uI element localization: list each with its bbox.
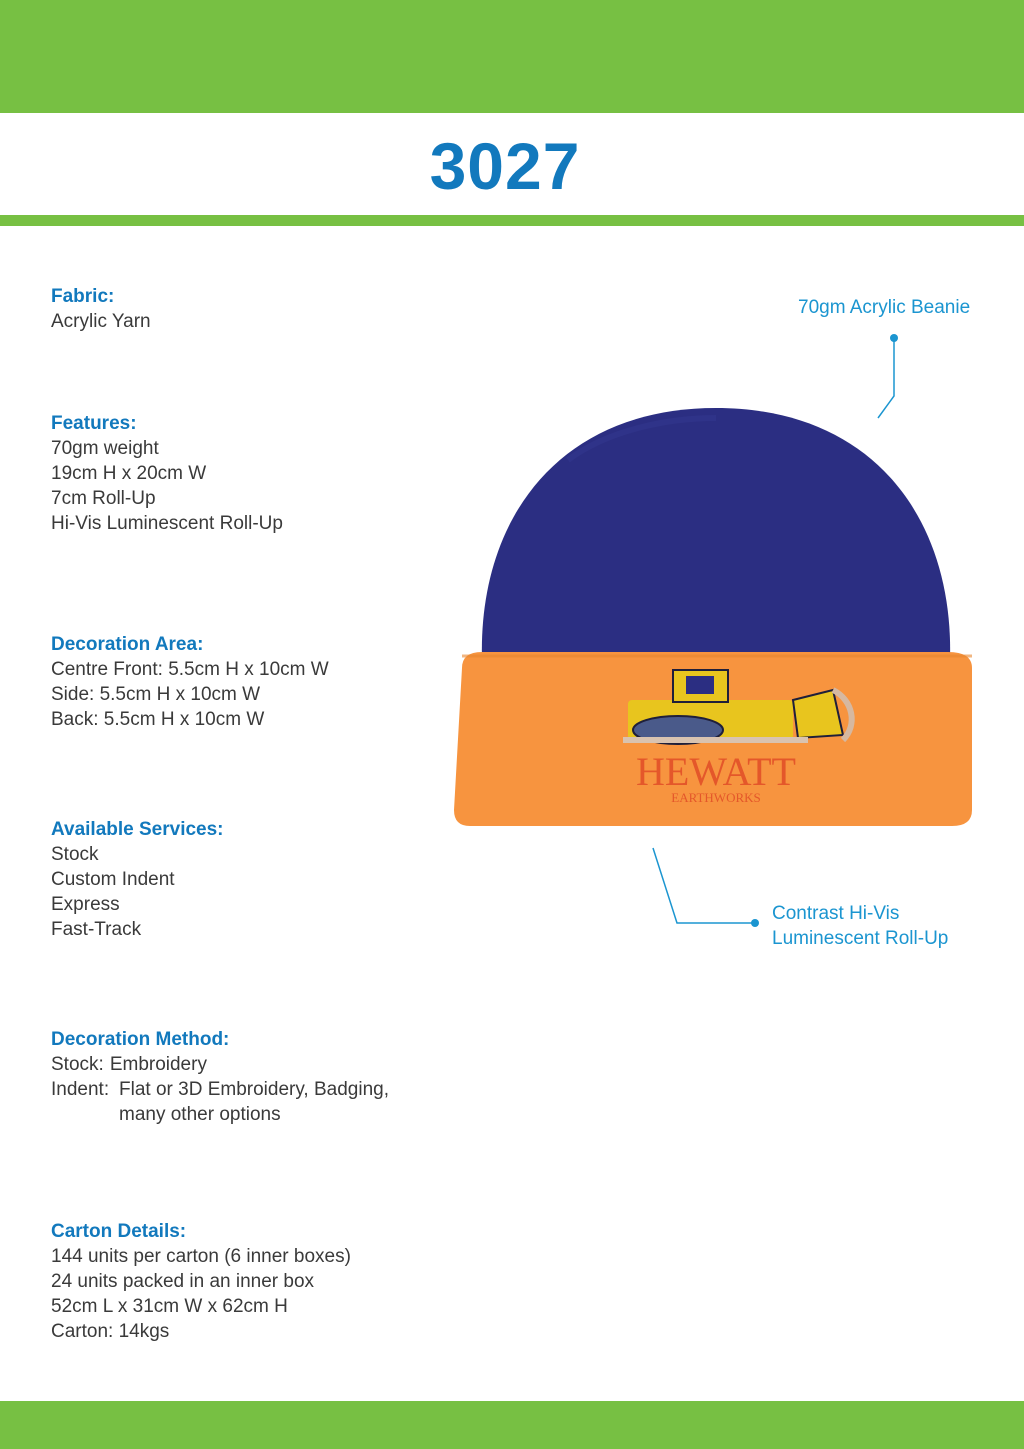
services-line: Fast-Track: [51, 919, 142, 940]
callout-contrast-rollup: [772, 901, 948, 951]
beanie-image: [448, 400, 978, 830]
method-stock-label: Stock:: [51, 1054, 104, 1075]
decoration-area-section: [51, 632, 471, 732]
decoration-method-heading: Decoration Method:: [51, 1029, 230, 1050]
bottom-green-band: [0, 1401, 1024, 1449]
services-line: Express: [51, 894, 120, 915]
carton-line: Carton: 14kgs: [51, 1321, 170, 1342]
method-stock-value: Embroidery: [109, 1054, 207, 1075]
method-indent-row: [51, 1077, 431, 1127]
embroidery-word-hewatt: HEWATT: [636, 749, 796, 794]
embroidery-word-earthworks: EARTHWORKS: [671, 790, 761, 805]
fabric-heading: Fabric:: [51, 286, 115, 307]
services-heading: Available Services:: [51, 819, 224, 840]
services-line: Custom Indent: [51, 869, 175, 890]
callout-contrast-line1: Contrast Hi-Vis: [772, 903, 900, 924]
carton-heading: Carton Details:: [51, 1221, 187, 1242]
services-section: [51, 817, 471, 942]
method-indent-value: Flat or 3D Embroidery, Badging, many other options: [119, 1079, 389, 1125]
features-line: 19cm H x 20cm W: [51, 463, 207, 484]
method-indent-label: Indent:: [51, 1079, 110, 1100]
callout-contrast-line2: Luminescent Roll-Up: [772, 928, 949, 949]
decoration-method-section: [51, 1027, 431, 1127]
fabric-line: Acrylic Yarn: [51, 311, 151, 332]
callout-acrylic-beanie: 70gm Acrylic Beanie: [798, 297, 971, 318]
services-line: Stock: [51, 844, 99, 865]
carton-line: 144 units per carton (6 inner boxes): [51, 1246, 351, 1267]
carton-section: [51, 1219, 471, 1344]
features-line: 70gm weight: [51, 438, 159, 459]
fabric-section: [51, 284, 471, 334]
features-section: [51, 411, 471, 536]
features-line: Hi-Vis Luminescent Roll-Up: [51, 513, 283, 534]
decoration-area-line: Back: 5.5cm H x 10cm W: [51, 709, 265, 730]
features-heading: Features:: [51, 413, 137, 434]
product-code: 3027: [429, 129, 581, 203]
method-stock-row: [51, 1052, 431, 1077]
decoration-area-line: Side: 5.5cm H x 10cm W: [51, 684, 261, 705]
carton-line: 24 units packed in an inner box: [51, 1271, 315, 1292]
decoration-area-line: Centre Front: 5.5cm H x 10cm W: [51, 659, 329, 680]
divider-green-band: [0, 215, 1024, 226]
carton-line: 52cm L x 31cm W x 62cm H: [51, 1296, 288, 1317]
decoration-area-heading: Decoration Area:: [51, 634, 204, 655]
top-green-band: [0, 0, 1024, 113]
features-line: 7cm Roll-Up: [51, 488, 156, 509]
